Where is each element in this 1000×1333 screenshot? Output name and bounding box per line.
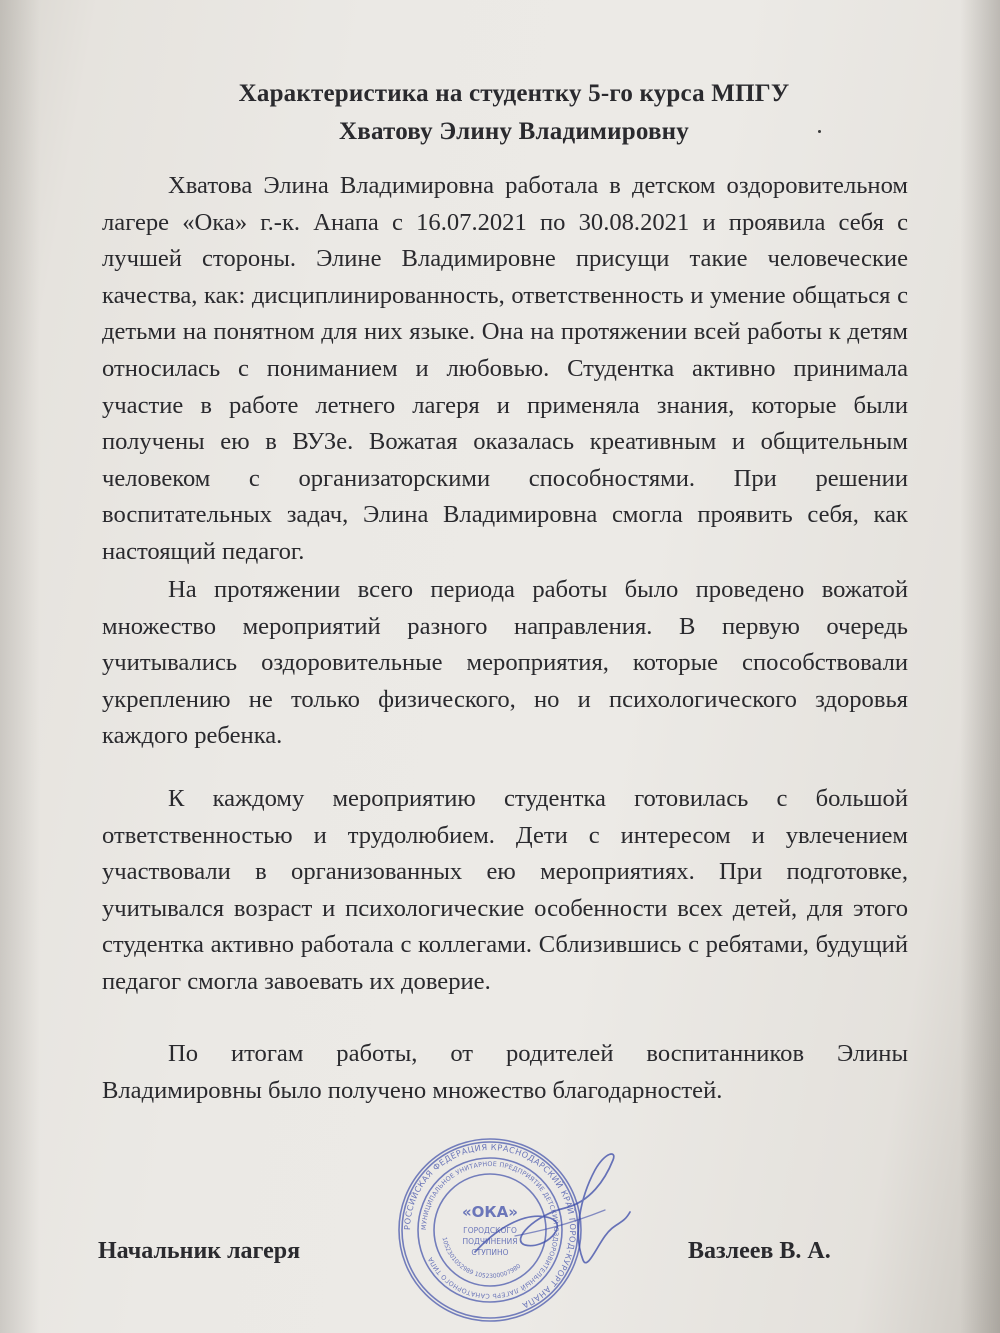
page-shadow-left [0,0,40,1333]
stamp-middle-text: МУНИЦИПАЛЬНОЕ УНИТАРНОЕ ПРЕДПРИЯТИЕ ДЕТСКИЙ ОЗДОРОВИТЕЛЬНЫЙ ЛАГЕРЬ САНАТОРНОГО ТИПА [419,1159,561,1301]
paragraph-1-text: Хватова Элина Владимировна работала в детском оздоровительном лагере «Ока» г.-к. Анапа с 16.07.2021 по 30.08.2021 и проявила себя с лучшей стороны. Элине Владимировне присущи такие человеческие качества, как: дисциплинированность, ответственность и умение общаться с детьми на понятном для них языке. Она на протяжении всей работы к детям относилась с пониманием и любовью. Студентка активно принимала участие в работе летнего лагеря и применяла знания, которые были получены ею в ВУЗе. Вожатая оказалась креативным и общительным человеком с организаторскими способностями. При решении воспитательных задач, Элина Владимировна смогла проявить себя, как настоящий педагог. [102,172,908,565]
stamp-center-name: «ОКА» [461,1203,519,1221]
signatory-name: Вазлеев В. А. [688,1238,831,1264]
stamp-center-sub2: ПОДЧИНЕНИЯ [462,1237,518,1246]
stamp-outer-text: РОССИЙСКАЯ ФЕДЕРАЦИЯ КРАСНОДАРСКИЙ КРАЙ ГОРОД-КУРОРТ АНАПА [401,1141,579,1311]
paragraph-3 [102,781,908,1001]
page-shadow-right [960,0,1000,1333]
paragraph-2-text: На протяжении всего периода работы было проведено вожатой множество мероприятий разного направления. В первую очередь учитывались оздоровительные мероприятия, которые способствовали укреплению не только физического, но и психологического здоровья каждого ребенка. [102,576,908,750]
document-title-line2: Хватову Элину Владимировну [339,118,689,145]
stamp-numbers: 1052301052989 1052300007980 [440,1236,523,1281]
handwritten-signature [455,1140,655,1290]
signatory-position: Начальник лагеря [98,1238,301,1264]
stamp-center-sub3: СТУПИНО [471,1248,509,1257]
paragraph-1 [102,168,908,571]
document-title-line1: Характеристика на студентку 5-го курса МПГУ [238,80,790,107]
paragraph-2 [102,572,908,755]
paragraph-3-text: К каждому мероприятию студентка готовилась с большой ответственностью и трудолюбием. Дети с интересом и увлечением участвовали в организованных ею мероприятиях. При подготовке, учитывался возраст и психологические особенности всех детей, для этого студентка активно работала с коллегами. Сблизившись с ребятами, будущий педагог смогла завоевать их доверие. [102,785,908,995]
paragraph-4 [102,1036,908,1109]
stamp-center-sub1: ГОРОДСКОГО [463,1226,517,1235]
paragraph-4-text: По итогам работы, от родителей воспитанников Элины Владимировны было получено множество благодарностей. [102,1040,908,1104]
